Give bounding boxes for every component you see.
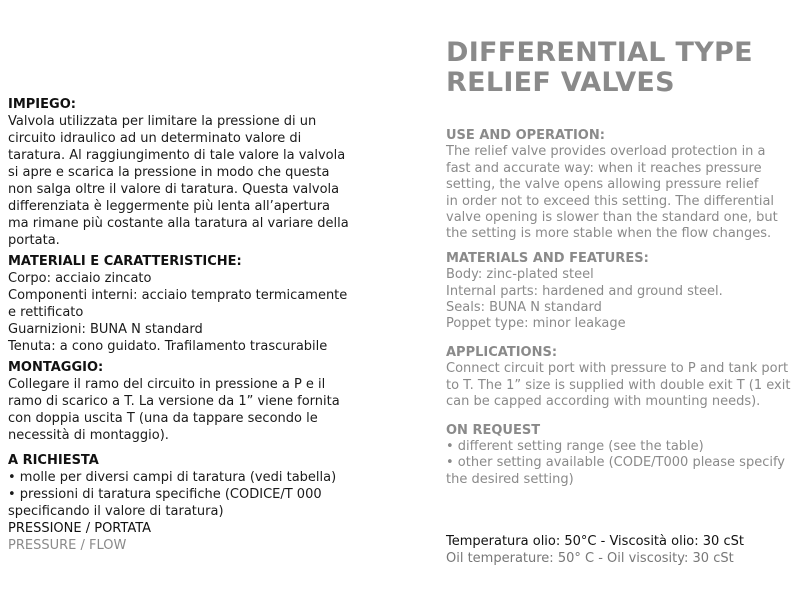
- temperature-italian: Temperatura olio: 50°C - Viscosità olio: 30 cSt: [446, 534, 744, 549]
- section-heading: A RICHIESTA: [8, 453, 99, 468]
- text-line: can be capped according with mounting needs).: [446, 394, 761, 410]
- text-line: e rettificato: [8, 305, 84, 320]
- text-line: necessità di montaggio).: [8, 428, 169, 443]
- text-line: Collegare il ramo del circuito in pressione a P e il: [8, 377, 326, 392]
- text-line: • different setting range (see the table): [446, 438, 704, 454]
- text-line: The relief valve provides overload protection in a: [446, 144, 766, 160]
- section-heading: MONTAGGIO:: [8, 360, 104, 375]
- text-line: specificando il valore di taratura): [8, 504, 224, 519]
- section-use-operation: [446, 128, 796, 243]
- text-line: circuito idraulico ad un determinato valore di: [8, 131, 302, 146]
- section-heading: IMPIEGO:: [8, 97, 76, 112]
- text-line: si apre e scarica la pressione in modo che questa: [8, 165, 330, 180]
- text-line: fast and accurate way: when it reaches pressure: [446, 160, 762, 176]
- text-line: Internal parts: hardened and ground steel.: [446, 283, 723, 299]
- text-line: • molle per diversi campi di taratura (vedi tabella): [8, 470, 337, 485]
- text-line: portata.: [8, 233, 60, 248]
- section-heading: APPLICATIONS:: [446, 344, 558, 360]
- section-montaggio: [8, 359, 380, 444]
- section-applications: [446, 345, 796, 411]
- text-line: to T. The 1” size is supplied with double exit T (1 exit: [446, 377, 791, 393]
- text-line: • pressioni di taratura specifiche (CODICE/T 000: [8, 487, 322, 502]
- text-line: Corpo: acciaio zincato: [8, 271, 152, 286]
- text-line: non salga oltre il valore di taratura. Questa valvola: [8, 182, 340, 197]
- text-line: Guarnizioni: BUNA N standard: [8, 322, 203, 337]
- text-line: Connect circuit port with pressure to P and tank port: [446, 361, 789, 377]
- text-line: ma rimane più costante alla taratura al variare della: [8, 216, 349, 231]
- english-column: [446, 128, 796, 488]
- section-heading: MATERIALI E CARATTERISTICHE:: [8, 254, 242, 269]
- italian-column: [8, 96, 380, 554]
- text-line: Tenuta: a cono guidato. Trafilamento trascurabile: [8, 339, 328, 354]
- text-line: con doppia uscita T (una da tappare secondo le: [8, 411, 318, 426]
- title-line-2: RELIEF VALVES: [446, 67, 675, 98]
- text-line: Valvola utilizzata per limitare la pressione di un: [8, 114, 317, 129]
- text-line: ramo di scarico a T. La versione da 1” viene fornita: [8, 394, 340, 409]
- section-materials-features: [446, 251, 796, 333]
- text-line: Poppet type: minor leakage: [446, 316, 626, 332]
- section-richiesta: [8, 452, 380, 520]
- pressione-portata-label: PRESSIONE / PORTATA: [8, 521, 152, 536]
- text-line: Body: zinc-plated steel: [446, 267, 594, 283]
- text-line: in order not to exceed this setting. The differential: [446, 193, 775, 209]
- title-line-1: DIFFERENTIAL TYPE: [446, 37, 753, 68]
- text-line: the desired setting): [446, 471, 574, 487]
- section-impiego: [8, 96, 380, 249]
- section-heading: ON REQUEST: [446, 422, 541, 438]
- section-materiali: [8, 253, 380, 355]
- text-line: Componenti interni: acciaio temprato termicamente: [8, 288, 348, 303]
- pressure-flow-label: PRESSURE / FLOW: [8, 538, 127, 553]
- text-line: differenziata è leggermente più lenta all’apertura: [8, 199, 331, 214]
- section-heading: USE AND OPERATION:: [446, 128, 605, 143]
- text-line: taratura. Al raggiungimento di tale valore la valvola: [8, 148, 346, 163]
- text-line: • other setting available (CODE/T000 please specify: [446, 455, 786, 471]
- text-line: Seals: BUNA N standard: [446, 300, 602, 316]
- text-line: valve opening is slower than the standard one, but: [446, 210, 778, 226]
- page-title: [446, 38, 753, 98]
- text-line: setting, the valve opens allowing pressure relief: [446, 177, 759, 193]
- section-on-request: [446, 423, 796, 489]
- temperature-english: Oil temperature: 50° C - Oil viscosity: 30 cSt: [446, 551, 734, 566]
- section-heading: MATERIALS AND FEATURES:: [446, 250, 649, 266]
- text-line: the setting is more stable when the flow changes.: [446, 226, 772, 242]
